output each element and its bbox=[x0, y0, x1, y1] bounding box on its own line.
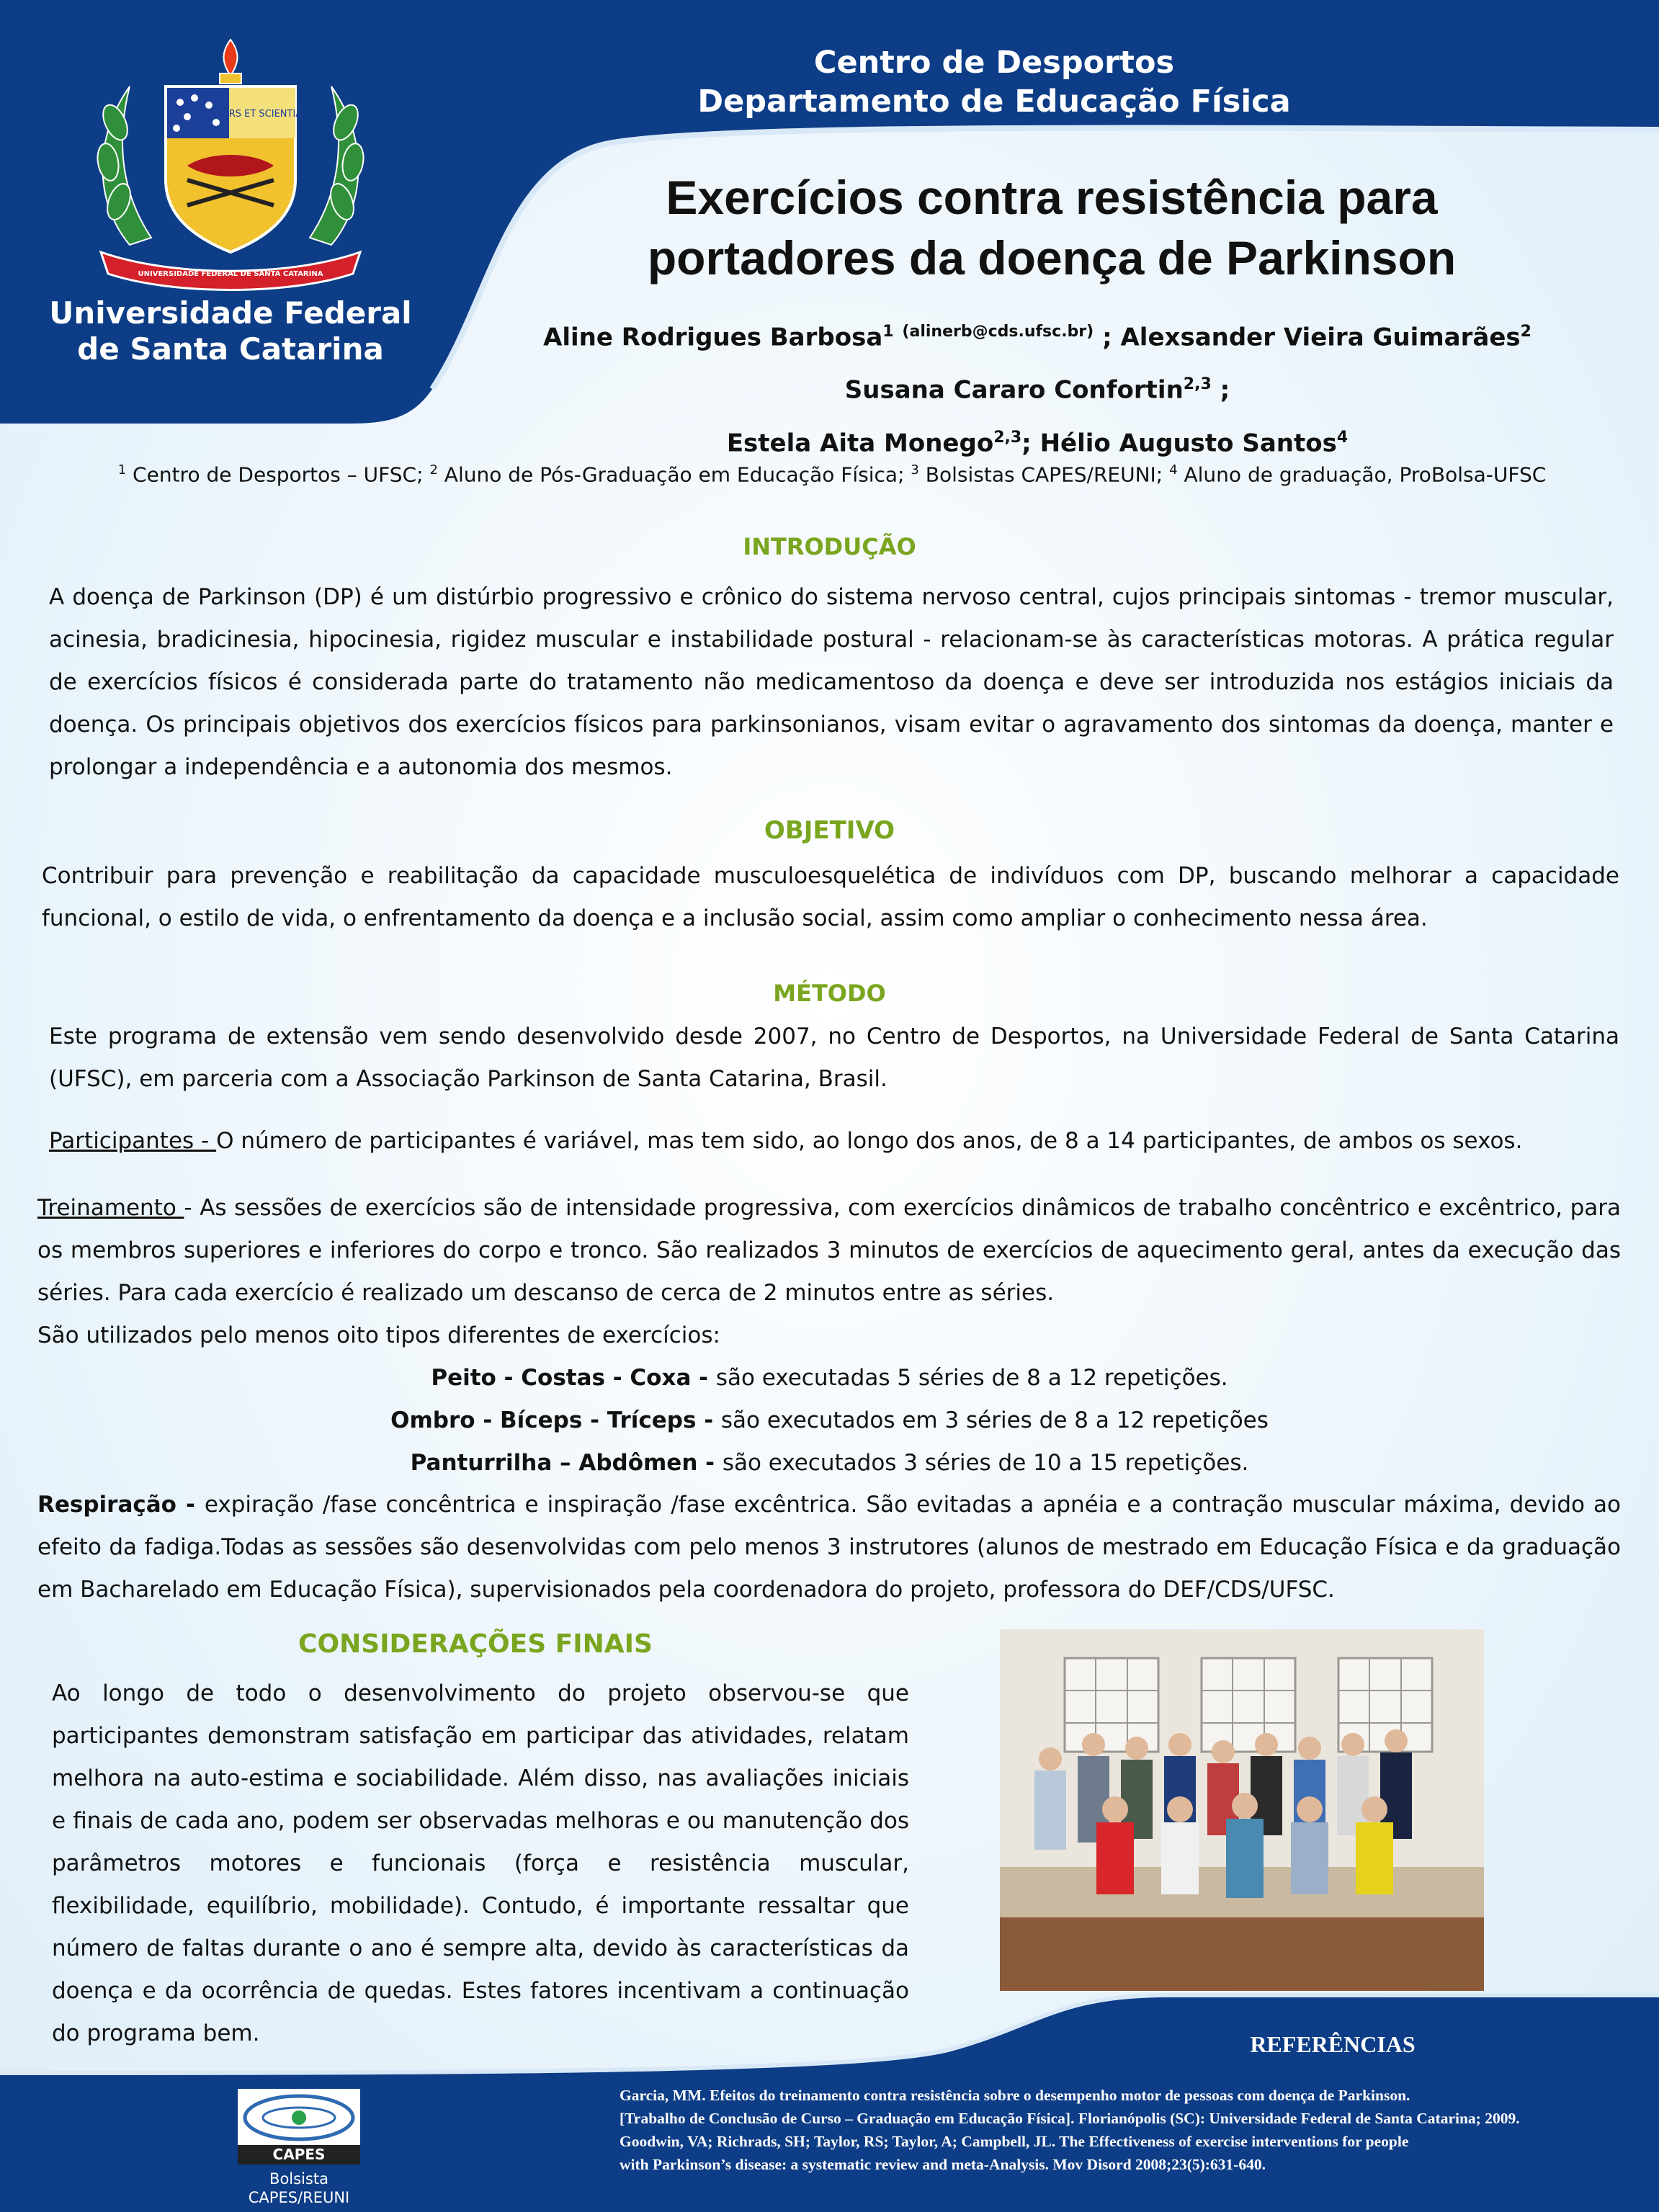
affil-sup-3: 3 bbox=[911, 462, 919, 478]
affil-2: Aluno de Pós-Graduação em Educação Física; bbox=[437, 462, 911, 487]
capes-emblem bbox=[238, 2089, 360, 2164]
affil-sup-4: 4 bbox=[1169, 462, 1178, 478]
author-3: Susana Cararo Confortin bbox=[844, 375, 1184, 405]
ref-line-4: with Parkinson’s disease: a systematic review and meta-Analysis. Mov Disord 2008;23(5):631-640. bbox=[620, 2156, 1266, 2173]
treinamento-label: Treinamento bbox=[37, 1195, 184, 1221]
exercise-item-1 bbox=[0, 1357, 1659, 1400]
exercise-1-text: são executadas 5 séries de 8 a 12 repetições. bbox=[715, 1365, 1228, 1391]
participantes-text: O número de participantes é variável, mas tem sido, ao longo dos anos, de 8 a 14 participantes, de ambos os sexos. bbox=[216, 1128, 1523, 1154]
treinamento-paragraph bbox=[37, 1187, 1621, 1315]
author-3-end: ; bbox=[1211, 375, 1230, 405]
author-5: ; Hélio Augusto Santos bbox=[1021, 428, 1337, 457]
affil-4: Aluno de graduação, ProBolsa-UFSC bbox=[1177, 462, 1547, 487]
title-line2: portadores da doença de Parkinson bbox=[647, 231, 1457, 285]
capes-logo-text: CAPES bbox=[272, 2146, 326, 2163]
authors-block bbox=[461, 308, 1614, 467]
consideracoes-text: Ao longo de todo o desenvolvimento do projeto observou-se que participantes demonstram satisfação em participar das atividades, relatam melhora na auto-estima e sociabilidade. Além disso, nas avaliações iniciais e finais de cada ano, podem ser observadas melhoras e ou manutenção dos parâmetros motores e funcionais (força e resistência muscular, flexibilidade, equilíbrio, mobilidade). Contudo, é importante ressaltar que número de faltas durante o ano é sempre alta, devido às características da doença e da ocorrência de quedas. Estes fatores incentivam a continuação do programa bem. bbox=[52, 1680, 909, 2046]
university-name bbox=[29, 295, 432, 367]
ref-line-1: Garcia, MM. Efeitos do treinamento contra resistência sobre o desempenho motor de pessoas com doença de Parkinson. bbox=[620, 2087, 1410, 2104]
capes-caption bbox=[216, 2170, 382, 2207]
university-line1: Universidade Federal bbox=[49, 295, 412, 331]
exercise-item-2 bbox=[0, 1400, 1659, 1442]
capes-line2: CAPES/REUNI bbox=[248, 2189, 350, 2206]
author-email: (alinerb@cds.ufsc.br) bbox=[902, 323, 1094, 341]
affil-1: Centro de Desportos – UFSC; bbox=[126, 462, 430, 487]
author-5-sup: 4 bbox=[1336, 428, 1349, 447]
affil-3: Bolsistas CAPES/REUNI; bbox=[918, 462, 1170, 487]
department-name: Departamento de Educação Física bbox=[697, 84, 1291, 120]
introducao-text: A doença de Parkinson (DP) é um distúrbio progressivo e crônico do sistema nervoso central, cujos principais sintomas - tremor muscular, acinesia, bradicinesia, hipocinesia, rigidez muscular e instabilidade postural - relacionam-se às características motoras. A prática regular de exercícios físicos é considerada parte do tratamento não medicamentoso da doença e deve ser introduzida nos estágios iniciais da doença. Os principais objetivos dos exercícios físicos para parkinsonianos, visam evitar o agravamento dos sintomas da doença, manter e prolongar a independência e a autonomia dos mesmos. bbox=[49, 584, 1614, 780]
introducao-heading: INTRODUÇÃO bbox=[743, 533, 916, 560]
affiliations bbox=[14, 462, 1650, 486]
metodo-heading: MÉTODO bbox=[773, 980, 886, 1007]
university-line2: de Santa Catarina bbox=[77, 331, 384, 367]
exercise-item-3 bbox=[0, 1442, 1659, 1485]
title-line1: Exercícios contra resistência para bbox=[666, 171, 1438, 224]
author-2: ; Alexsander Vieira Guimarães bbox=[1102, 323, 1521, 352]
participantes-paragraph bbox=[49, 1120, 1634, 1163]
metodo-intro: Este programa de extensão vem sendo desenvolvido desde 2007, no Centro de Desportos, na Universidade Federal de Santa Catarina (UFSC), em parceria com a Associação Parkinson de Santa Catarina, Brasil. bbox=[49, 1024, 1619, 1092]
ref-line-2: [Trabalho de Conclusão de Curso – Graduação em Educação Física]. Florianópolis (SC): Universidade Federal de Santa Catarina; 2009. bbox=[620, 2110, 1520, 2127]
header-center bbox=[562, 43, 1426, 121]
exercise-3-text: são executados 3 séries de 10 a 15 repetições. bbox=[722, 1450, 1249, 1476]
affil-sup-2: 2 bbox=[429, 462, 438, 478]
respiracao-text: expiração /fase concêntrica e inspiração /fase excêntrica. São evitadas a apnéia e a contração muscular máxima, devido ao efeito da fadiga.Todas as sessões são desenvolvidas com pelo menos 3 instrutores (alunos de mestrado em Educação Física e da graduação em Bacharelado em Educação Física), supervisionados pela coordenadora do projeto, professora do DEF/CDS/UFSC. bbox=[37, 1492, 1621, 1603]
respiracao-label: Respiração - bbox=[37, 1492, 205, 1518]
group-photo bbox=[1000, 1629, 1484, 1991]
respiracao-paragraph bbox=[37, 1484, 1621, 1611]
exercise-list bbox=[0, 1357, 1659, 1485]
consideracoes-heading: CONSIDERAÇÕES FINAIS bbox=[298, 1629, 653, 1659]
logo-motto: ARS ET SCIENTIA bbox=[222, 109, 303, 120]
author-1-sup: 1 bbox=[882, 323, 894, 341]
author-3-sup: 2,3 bbox=[1183, 375, 1212, 394]
ufsc-crest-logo bbox=[86, 36, 375, 295]
logo-ribbon: UNIVERSIDADE FEDERAL DE SANTA CATARINA bbox=[138, 270, 323, 278]
participantes-label: Participantes - bbox=[49, 1128, 217, 1154]
tipos-text: São utilizados pelo menos oito tipos diferentes de exercícios: bbox=[37, 1322, 720, 1348]
objetivo-text: Contribuir para prevenção e reabilitação da capacidade musculoesquelética de indivíduos com DP, buscando melhorar a capacidade funcional, o estilo de vida, o enfrentamento da doença e a inclusão social, assim como ampliar o conhecimento nessa área. bbox=[42, 863, 1619, 931]
exercise-1-bold: Peito - Costas - Coxa - bbox=[431, 1365, 716, 1391]
exercise-2-bold: Ombro - Bíceps - Tríceps - bbox=[390, 1407, 721, 1433]
objetivo-heading: OBJETIVO bbox=[764, 816, 895, 845]
referencias-heading: REFERÊNCIAS bbox=[1250, 2031, 1416, 2057]
author-4-sup: 2,3 bbox=[993, 428, 1022, 447]
referencias-list bbox=[620, 2084, 1642, 2176]
author-1: Aline Rodrigues Barbosa bbox=[543, 323, 883, 352]
author-2-sup: 2 bbox=[1520, 323, 1531, 341]
author-4: Estela Aita Monego bbox=[726, 428, 994, 457]
capes-line1: Bolsista bbox=[269, 2170, 328, 2188]
exercise-2-text: são executados em 3 séries de 8 a 12 repetições bbox=[720, 1407, 1269, 1433]
affil-sup-1: 1 bbox=[117, 462, 127, 478]
treinamento-text: - As sessões de exercícios são de intensidade progressiva, com exercícios dinâmicos de trabalho concêntrico e excêntrico, para os membros superiores e inferiores do corpo e tronco. São realizados 3 minutos de exercícios de aquecimento geral, antes da execução das séries. Para cada exercício é realizado um descanso de cerca de 2 minutos entre as séries. bbox=[37, 1195, 1621, 1306]
center-name: Centro de Desportos bbox=[813, 45, 1175, 81]
capes-logo bbox=[238, 2089, 360, 2164]
poster-title bbox=[547, 167, 1556, 288]
exercise-3-bold: Panturrilha – Abdômen - bbox=[410, 1450, 723, 1476]
ref-line-3: Goodwin, VA; Richrads, SH; Taylor, RS; Taylor, A; Campbell, JL. The Effectiveness of exercise interventions for people bbox=[620, 2133, 1409, 2150]
